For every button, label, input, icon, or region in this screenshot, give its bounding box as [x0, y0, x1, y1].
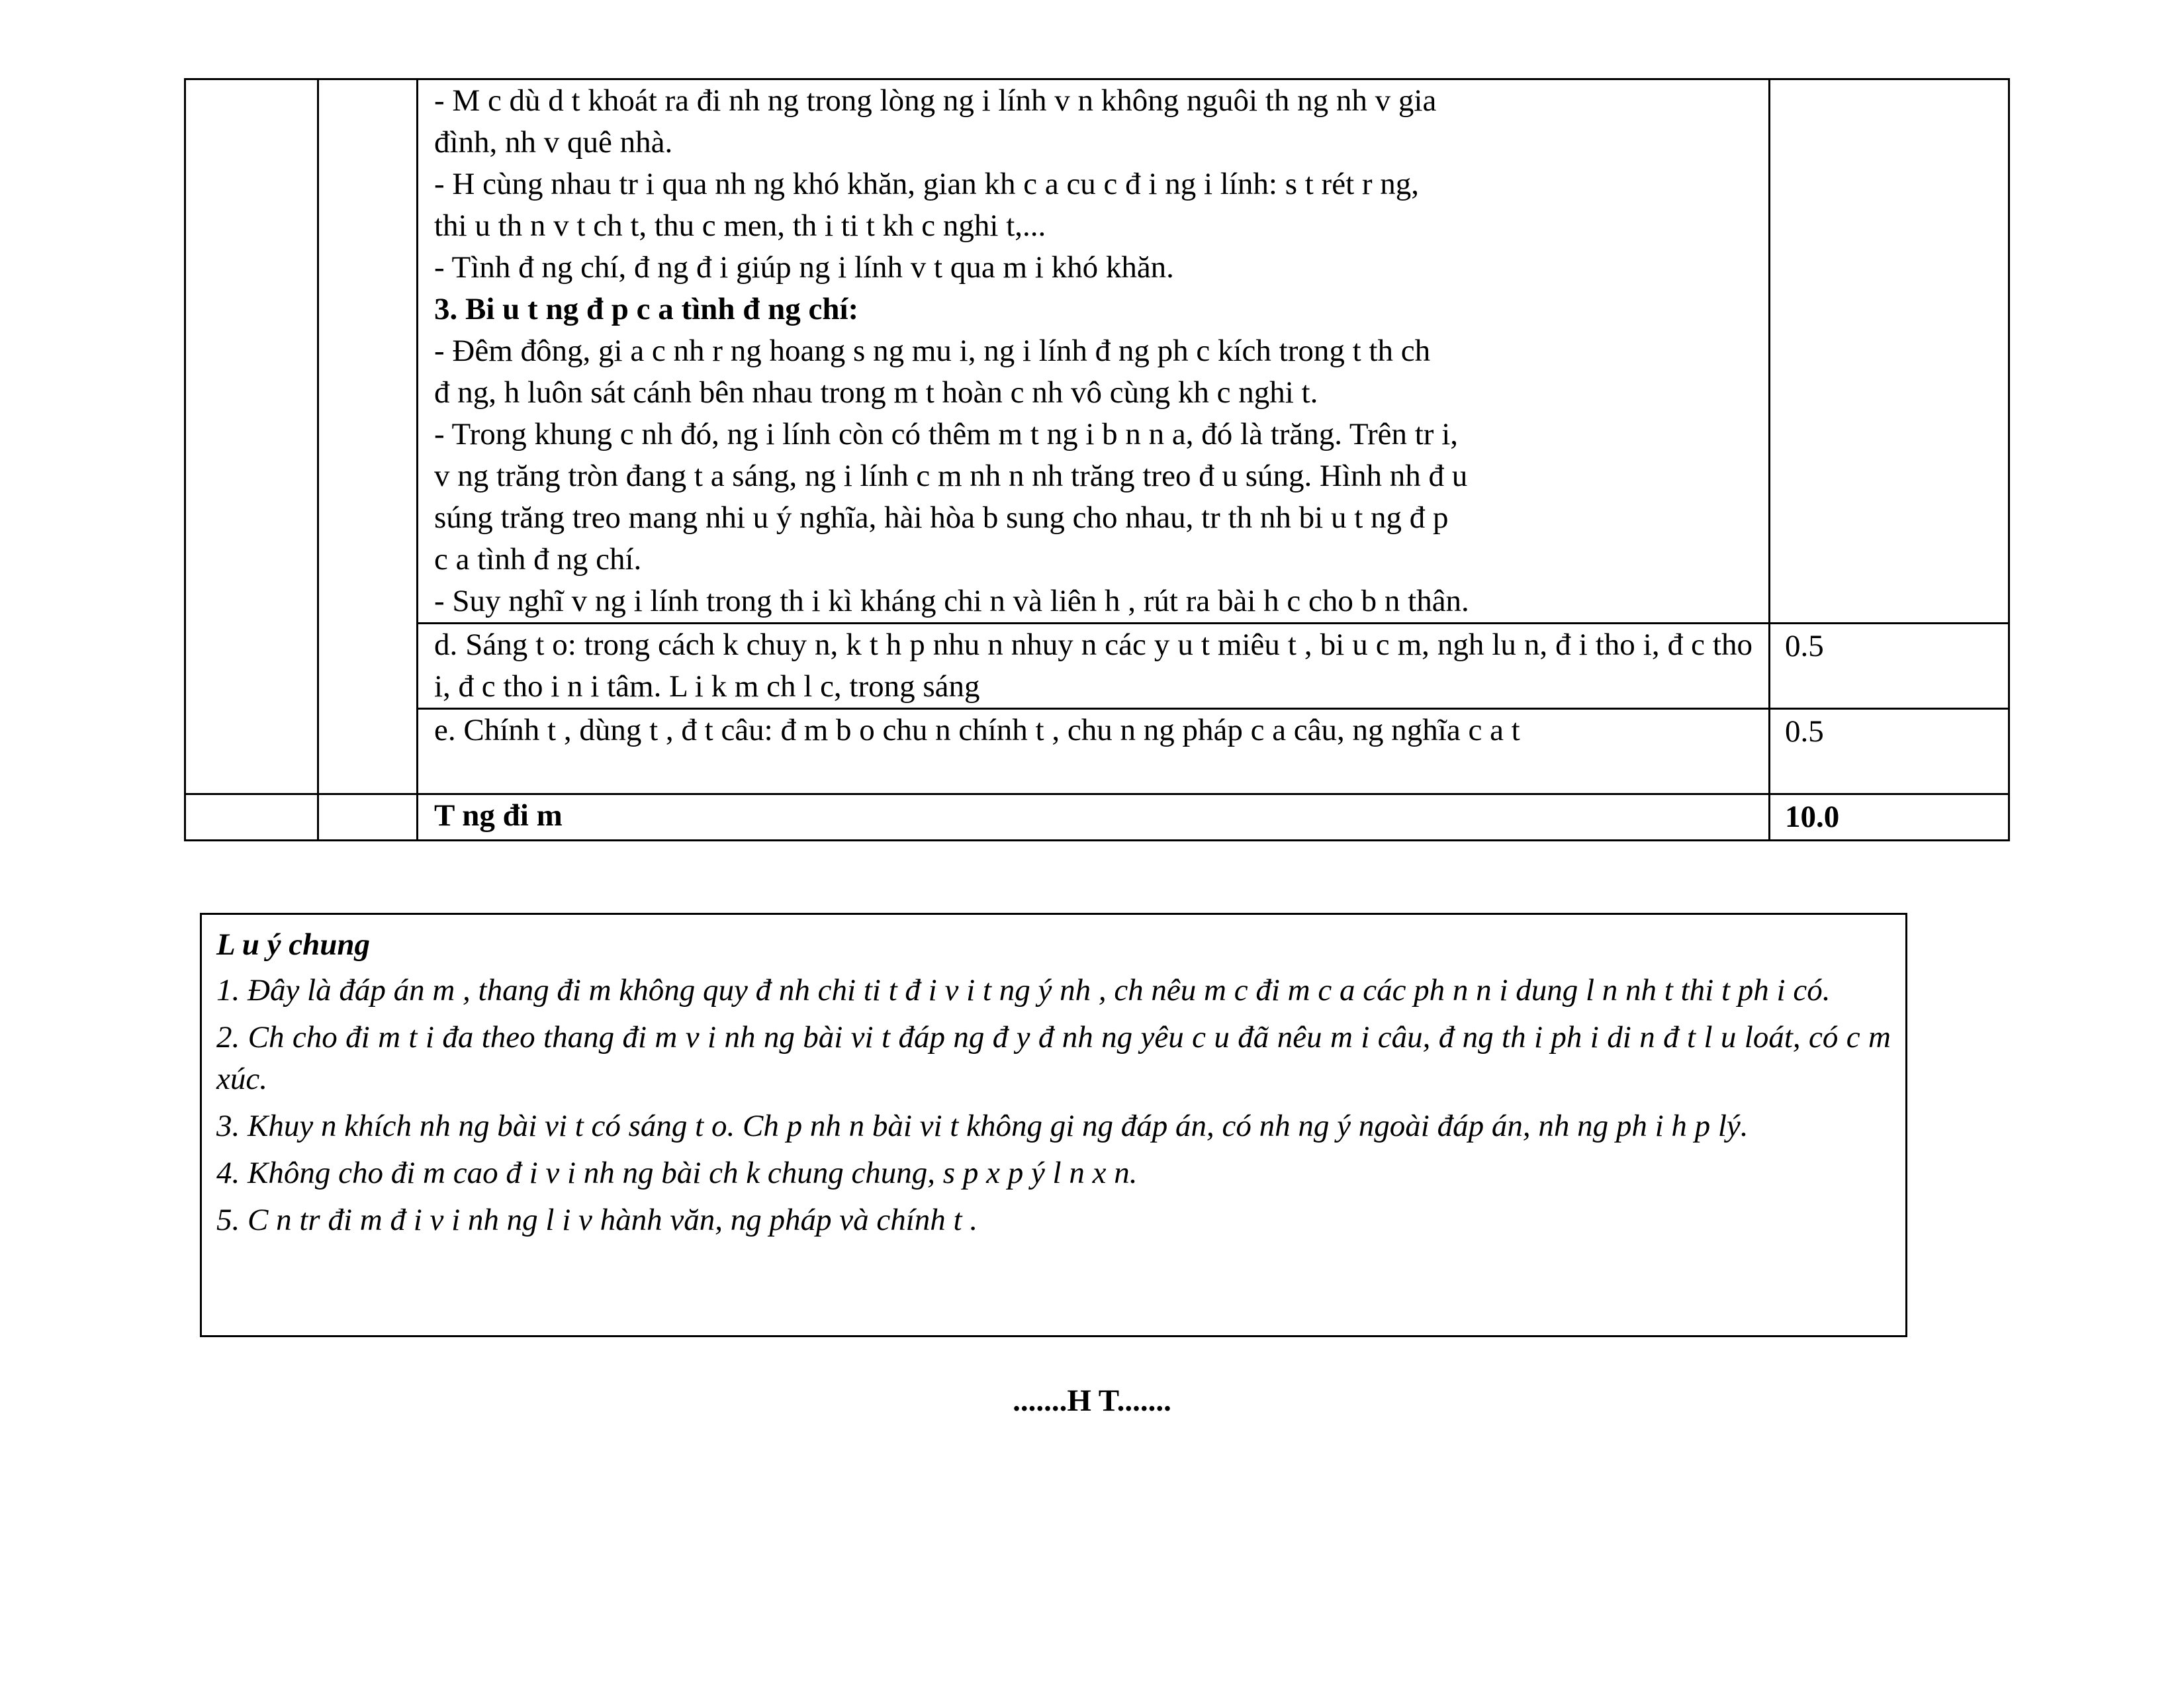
col2-cell: [318, 79, 418, 794]
table-row: [185, 79, 2009, 624]
note-item: 5. C n tr đi m đ i v i nh ng l i v hành văn, ng pháp và chính t .: [216, 1203, 978, 1237]
note-item: 1. Đây là đáp án m , thang đi m không quy đ nh chi ti t đ i v i t ng ý nh , ch nêu m c đi m c a các ph n n i dung l n nh t thi t ph i có.: [216, 973, 1831, 1008]
table-row: [185, 709, 2009, 794]
criterion-d-cell: [418, 624, 1770, 709]
general-notes-box: [200, 913, 1907, 1337]
end-mark: .......H T.......: [1013, 1383, 1171, 1418]
total-row: [185, 794, 2009, 841]
notes-title: L u ý chung: [216, 927, 370, 962]
criterion-e-text: e. Chính t , dùng t , đ t câu: đ m b o chu n chính t , chu n ng pháp c a câu, ng nghĩa c a t: [434, 713, 1520, 747]
note-item: 3. Khuy n khích nh ng bài vi t có sáng t o. Ch p nh n bài vi t không gi ng đáp án, có nh ng ý ngoài đáp án, nh ng ph i h p lý.: [216, 1109, 1749, 1143]
section3-heading: 3. Bi u t ng đ p c a tình đ ng chí:: [434, 292, 859, 326]
content-line: đ ng, h luôn sát cánh bên nhau trong m t hoàn c nh vô cùng kh c nghi t.: [434, 375, 1318, 410]
table-row: [185, 624, 2009, 709]
score-e: 0.5: [1770, 709, 2009, 794]
rubric-table: [184, 78, 2010, 841]
content-line: - Đêm đông, gi a c nh r ng hoang s ng mu i, ng i lính đ ng ph c kích trong t th ch: [434, 334, 1431, 368]
score-cell: [1770, 79, 2009, 624]
content-line: súng trăng treo mang nhi u ý nghĩa, hài hòa b sung cho nhau, tr th nh bi u t ng đ p: [434, 500, 1449, 535]
content-cell: [418, 79, 1770, 624]
content-line: - H cùng nhau tr i qua nh ng khó khăn, gian kh c a cu c đ i ng i lính: s t rét r ng,: [434, 167, 1420, 201]
content-line: c a tình đ ng chí.: [434, 542, 642, 577]
score-d: 0.5: [1770, 624, 2009, 709]
content-line: thi u th n v t ch t, thu c men, th i ti t kh c nghi t,...: [434, 209, 1046, 243]
note-item: 2. Ch cho đi m t i đa theo thang đi m v i nh ng bài vi t đáp ng đ y đ nh ng yêu c u đã nêu m i câu, đ ng th i ph i di n đ t l u loát, có c m xúc.: [216, 1020, 1891, 1096]
content-line: - M c dù d t khoát ra đi nh ng trong lòng ng i lính v n không nguôi th ng nh v gia: [434, 83, 1437, 118]
criterion-d-text: d. Sáng t o: trong cách k chuy n, k t h p nhu n nhuy n các y u t miêu t , bi u c m, ngh lu n, đ i tho i, đ c tho i, đ c tho i n i tâm. L i k m ch l c, trong sáng: [434, 628, 1752, 704]
content-line: - Trong khung c nh đó, ng i lính còn có thêm m t ng i b n n a, đó là trăng. Trên tr i,: [434, 417, 1459, 451]
criterion-e-cell: [418, 709, 1770, 794]
total-label: T ng đi m: [418, 794, 1770, 841]
col2-cell: [318, 794, 418, 841]
content-line: - Tình đ ng chí, đ ng đ i giúp ng i lính v t qua m i khó khăn.: [434, 250, 1174, 285]
col1-cell: [185, 79, 318, 794]
total-score: 10.0: [1770, 794, 2009, 841]
col1-cell: [185, 794, 318, 841]
content-line: v ng trăng tròn đang t a sáng, ng i lính c m nh n nh trăng treo đ u súng. Hình nh đ u: [434, 459, 1468, 493]
content-line: đình, nh v quê nhà.: [434, 125, 673, 160]
content-line: - Suy nghĩ v ng i lính trong th i kì kháng chi n và liên h , rút ra bài h c cho b n thân.: [434, 584, 1469, 618]
note-item: 4. Không cho đi m cao đ i v i nh ng bài ch k chung chung, s p x p ý l n x n.: [216, 1156, 1138, 1190]
